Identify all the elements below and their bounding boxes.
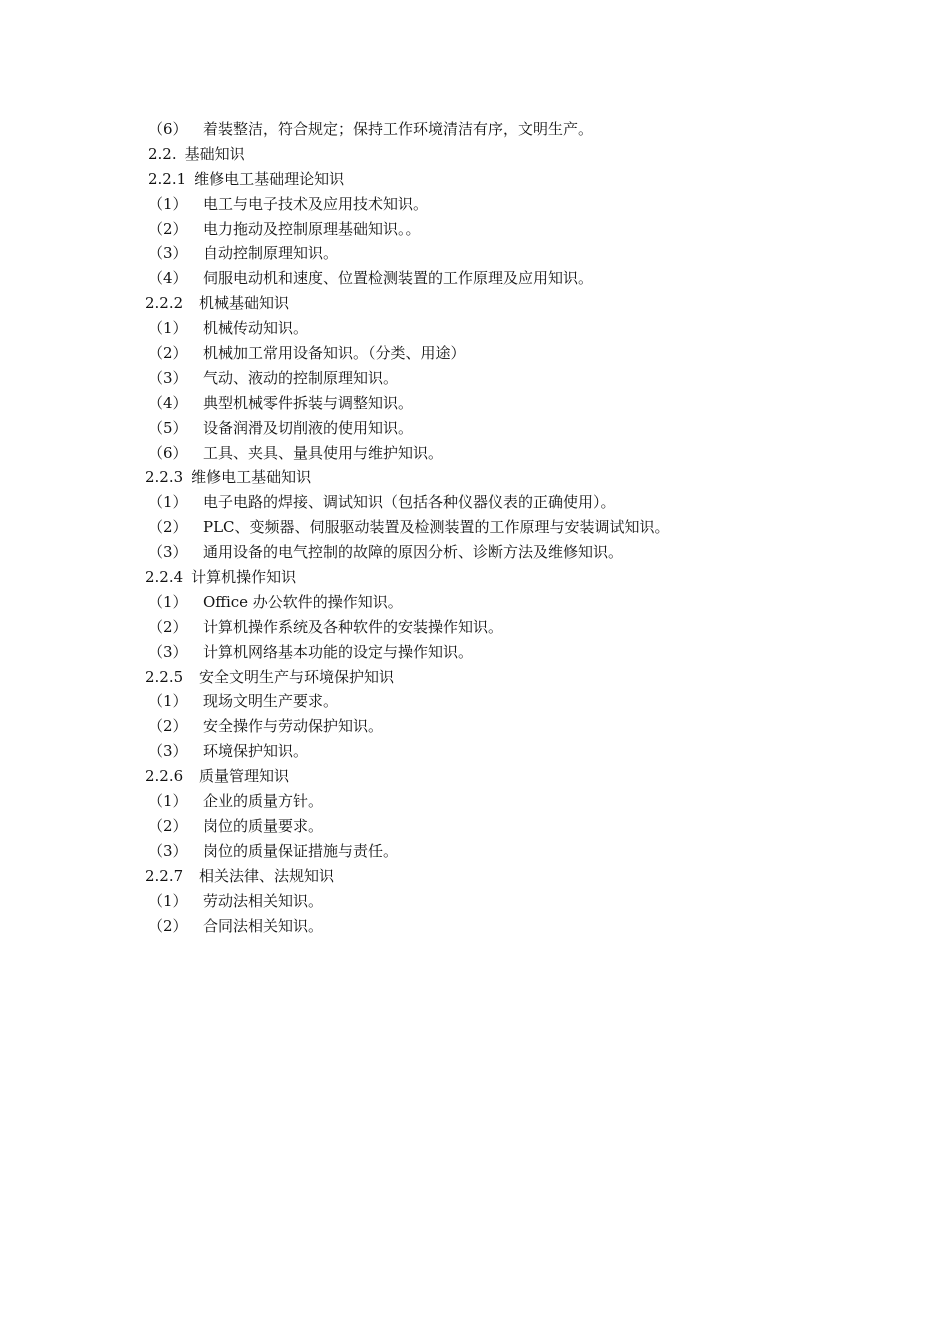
item-text: 计算机网络基本功能的设定与操作知识。 — [203, 642, 474, 661]
item-text: 安全操作与劳动保护知识。 — [203, 717, 384, 736]
subsection-heading — [0, 465, 950, 490]
item-text: 设备润滑及切削液的使用知识。 — [203, 418, 414, 437]
section-heading — [0, 142, 950, 167]
item-text: 环境保护知识。 — [203, 742, 309, 761]
item-number: （1） — [148, 692, 188, 711]
item-number: （3） — [148, 543, 188, 562]
item-text: 现场文明生产要求。 — [203, 692, 339, 711]
item-text: 劳动法相关知识。 — [203, 891, 324, 910]
item-number: （2） — [148, 717, 188, 736]
list-item — [0, 391, 950, 416]
list-item — [0, 914, 950, 939]
item-number: （4） — [148, 269, 188, 288]
item-number: （2） — [148, 617, 188, 636]
item-number: （3） — [148, 841, 188, 860]
section-number: 2.2.3 — [145, 468, 184, 487]
item-text: 电子电路的焊接、调试知识（包括各种仪器仪表的正确使用）。 — [203, 493, 616, 512]
list-item — [0, 839, 950, 864]
item-number: （5） — [148, 418, 188, 437]
item-text: PLC、变频器、伺服驱动装置及检测装置的工作原理与安装调试知识。 — [203, 518, 670, 537]
subsection-heading — [0, 291, 950, 316]
item-text: 工具、夹具、量具使用与维护知识。 — [203, 443, 444, 462]
list-item — [0, 366, 950, 391]
list-item — [0, 416, 950, 441]
section-title: 质量管理知识 — [199, 767, 290, 786]
list-item — [0, 640, 950, 665]
item-number: （1） — [148, 792, 188, 811]
section-number: 2.2.2 — [145, 294, 184, 313]
subsection-heading — [0, 665, 950, 690]
item-text: 电力拖动及控制原理基础知识。。 — [203, 219, 421, 238]
item-text: 岗位的质量保证措施与责任。 — [203, 841, 399, 860]
item-text: 机械加工常用设备知识。（分类、用途） — [203, 344, 466, 363]
section-title: 相关法律、法规知识 — [199, 866, 335, 885]
list-item — [0, 739, 950, 764]
item-number: （2） — [148, 344, 188, 363]
section-title: 计算机操作知识 — [191, 568, 297, 587]
section-number: 2.2.4 — [145, 568, 184, 587]
section-title: 维修电工基础理论知识 — [194, 169, 345, 188]
item-number: （3） — [148, 244, 188, 263]
section-number: 2.2.5 — [145, 667, 184, 686]
item-text: 气动、液动的控制原理知识。 — [203, 368, 399, 387]
item-number: （1） — [148, 592, 188, 611]
heading-wrap — [148, 167, 344, 192]
item-number: （4） — [148, 393, 188, 412]
item-number: （2） — [148, 916, 188, 935]
section-title: 基础知识 — [184, 144, 245, 163]
list-item — [0, 192, 950, 217]
item-text: 机械传动知识。 — [203, 319, 309, 338]
subsection-heading — [0, 864, 950, 889]
item-text: 自动控制原理知识。 — [203, 244, 339, 263]
item-text: 着装整洁，符合规定；保持工作环境清洁有序，文明生产。 — [203, 120, 594, 138]
section-title: 机械基础知识 — [199, 294, 290, 313]
section-number: 2.2.1 — [148, 169, 187, 188]
item-number: （1） — [148, 319, 188, 338]
subsection-heading — [0, 764, 950, 789]
list-item — [0, 341, 950, 366]
list-item — [0, 889, 950, 914]
section-title: 安全文明生产与环境保护知识 — [199, 667, 395, 686]
list-item — [0, 217, 950, 242]
heading-wrap — [145, 565, 296, 590]
list-item — [0, 590, 950, 615]
section-number: 2.2.7 — [145, 866, 184, 885]
item-number: （3） — [148, 742, 188, 761]
item-text: 典型机械零件拆装与调整知识。 — [203, 393, 414, 412]
item-number: （6） — [148, 120, 188, 138]
item-text: 计算机操作系统及各种软件的安装操作知识。 — [203, 617, 504, 636]
list-item — [0, 689, 950, 714]
section-number: 2.2.6 — [145, 767, 184, 786]
list-item — [0, 615, 950, 640]
item-number: （1） — [148, 891, 188, 910]
list-item — [0, 266, 950, 291]
item-text: 通用设备的电气控制的故障的原因分析、诊断方法及维修知识。 — [203, 543, 624, 562]
document-body — [0, 117, 950, 938]
item-number: （6） — [148, 443, 188, 462]
list-item — [0, 714, 950, 739]
heading-wrap — [148, 142, 245, 167]
list-item — [0, 814, 950, 839]
item-number: （1） — [148, 493, 188, 512]
item-text: 电工与电子技术及应用技术知识。 — [203, 194, 429, 213]
list-item — [0, 789, 950, 814]
item-text: 伺服电动机和速度、位置检测装置的工作原理及应用知识。 — [203, 269, 594, 288]
list-item — [0, 316, 950, 341]
list-item — [0, 515, 950, 540]
list-item — [0, 117, 950, 142]
item-number: （3） — [148, 368, 188, 387]
section-title: 维修电工基础知识 — [191, 468, 312, 487]
subsection-heading — [0, 565, 950, 590]
item-text: Office 办公软件的操作知识。 — [203, 592, 403, 611]
item-text: 合同法相关知识。 — [203, 916, 324, 935]
item-number: （3） — [148, 642, 188, 661]
item-number: （1） — [148, 194, 188, 213]
subsection-heading — [0, 167, 950, 192]
section-number: 2.2. — [148, 144, 177, 163]
list-item — [0, 441, 950, 466]
item-text: 岗位的质量要求。 — [203, 816, 324, 835]
list-item — [0, 490, 950, 515]
list-item — [0, 540, 950, 565]
item-number: （2） — [148, 219, 188, 238]
item-text: 企业的质量方针。 — [203, 792, 324, 811]
item-number: （2） — [148, 518, 188, 537]
item-number: （2） — [148, 816, 188, 835]
list-item — [0, 241, 950, 266]
heading-wrap — [145, 465, 311, 490]
